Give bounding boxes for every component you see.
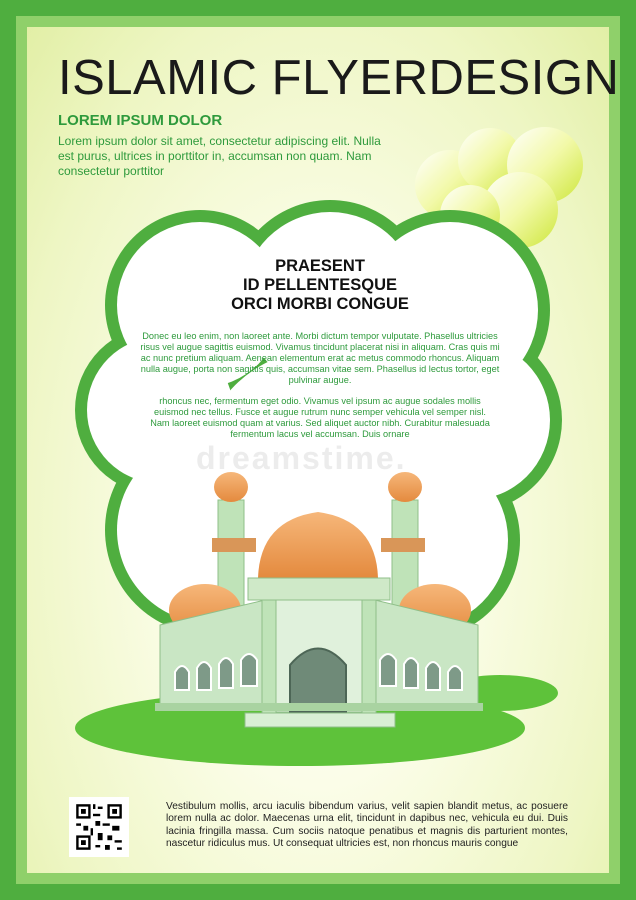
cloud-heading xyxy=(170,257,470,314)
intro-text: Lorem ipsum dolor sit amet, consectetur adipiscing elit. Nulla est purus, ultrices in porttitor in, accumsan non quam. Nam consectetur porttitor xyxy=(58,134,381,178)
watermark: dreamstime. xyxy=(196,440,407,476)
cloud-paragraph-2: rhoncus nec, fermentum eget odio. Vivamus vel ipsum ac augue sodales mollis euismod nec tellus. Fusce et augue rutrum nunc semper vehicula vel semper nisl. Nam laoreet euismod quam at varius. Sed aliquet auctor nibh. Curabitur malesuada fermentum lacus vel accumsan. Duis ornare xyxy=(150,396,490,439)
qr-code-icon xyxy=(69,797,129,857)
footer-text: Vestibulum mollis, arcu iaculis bibendum varius, velit sapien blandit metus, ac posuere lorem nulla ac dolor. Maecenas urna elit, tincidunt in dapibus nec, vehicula eu dui. Duis lacinia fringilla massa. Cum sociis natoque penatibus et magnis dis parturient montes, nascetur ridiculus mus. Ut consequat ultricies est, non rhoncus mauris congue xyxy=(166,801,568,850)
cloud-paragraph-1: Donec eu leo enim, non laoreet ante. Morbi dictum tempor vulputate. Phasellus ultricies risus vel augue sagittis euismod. Vivamus tincidunt placerat nisi in aliquam. Cras quis mi ac nunc pretium aliquam. Aenean elementum erat ac metus commodo rhoncus. Aliquam nulla augue, porta non sagittis quis, accumsan vitae sem. Phasellus id lectus tortor, eget pulvinar augue. xyxy=(140,331,500,385)
heading-line: PRAESENT xyxy=(275,257,365,275)
heading-line: ID PELLENTESQUE xyxy=(242,276,398,294)
heading-line: ORCI MORBI CONGUE xyxy=(231,295,409,313)
flyer-subtitle: LOREM IPSUM DOLOR xyxy=(58,112,223,129)
flyer-title: ISLAMIC FLYERDESIGN xyxy=(58,51,620,105)
